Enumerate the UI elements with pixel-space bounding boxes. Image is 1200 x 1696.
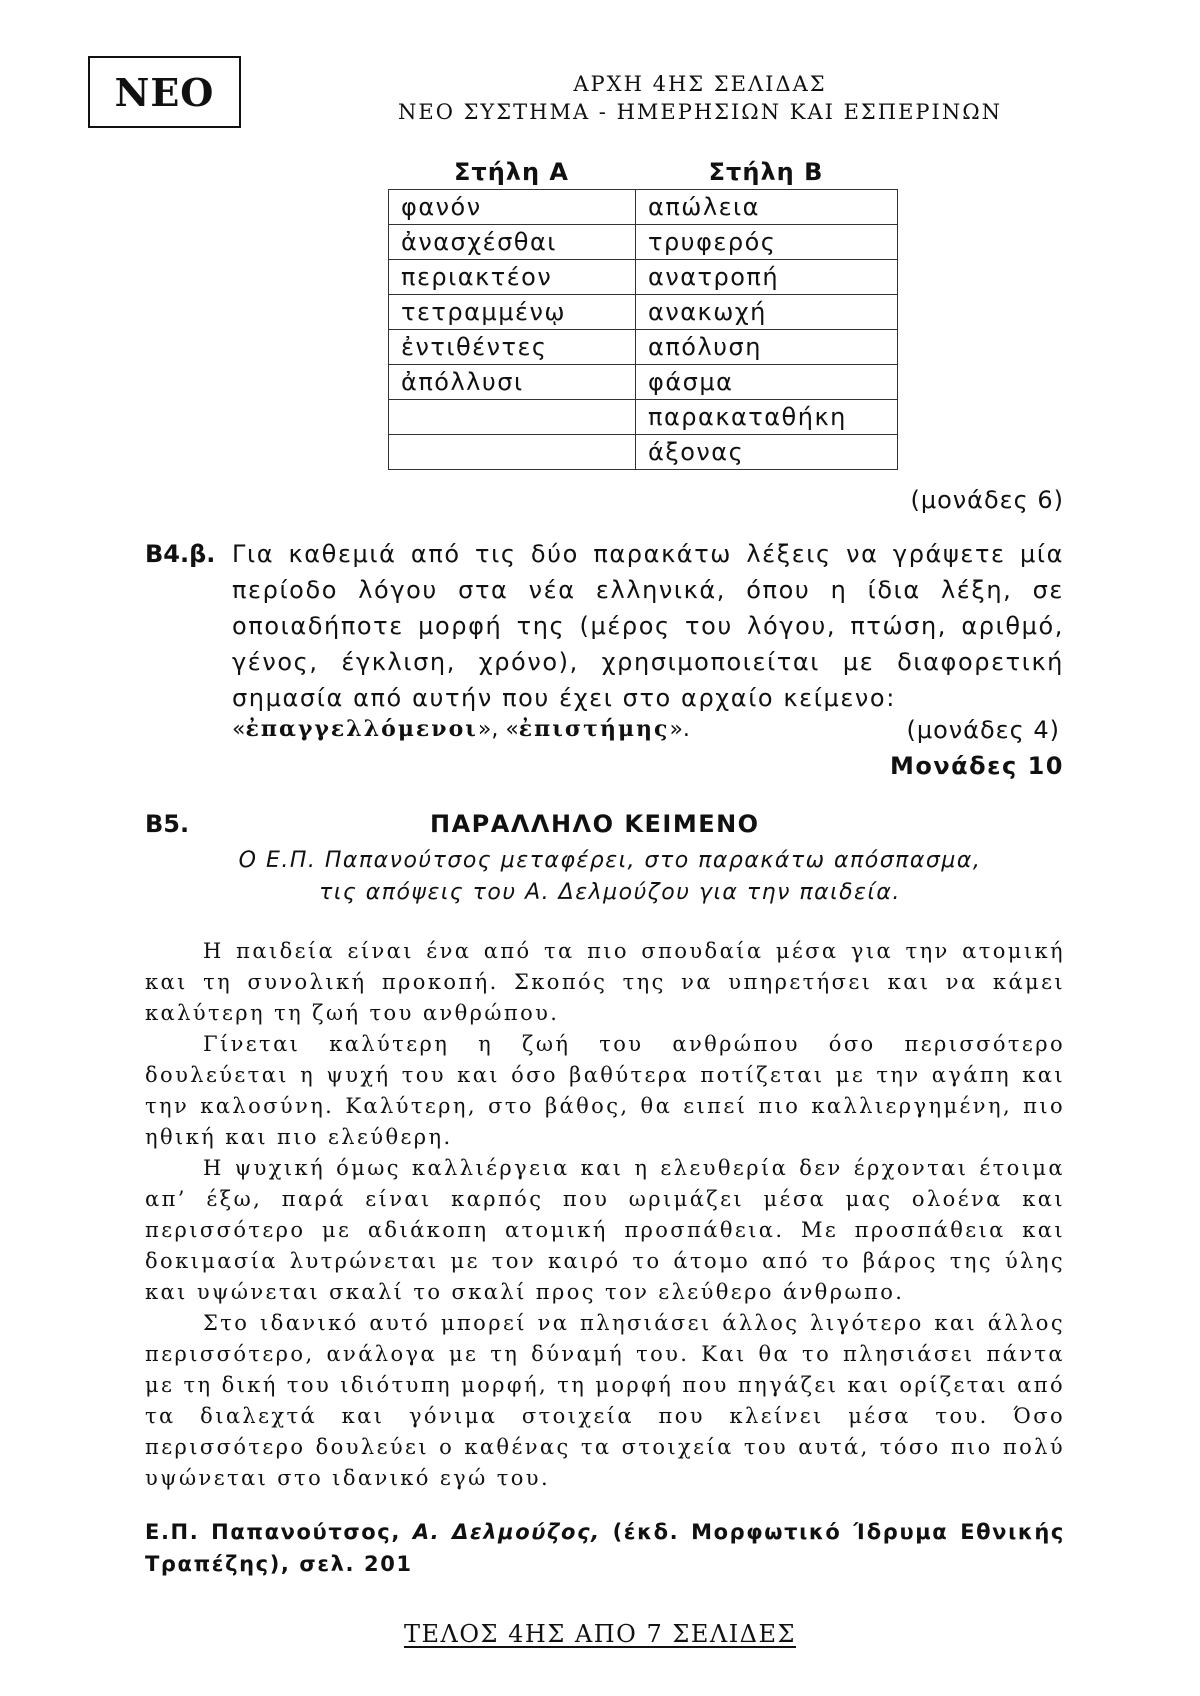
word-epangellomenoi: ἐπαγγελλόμενοι [245,716,478,742]
question-b5-label: Β5. [145,810,190,838]
table-row [389,190,898,225]
table-cell-a: ἀνασχέσθαι [389,225,636,260]
source-title: Α. Δελμούζος, [412,1520,601,1544]
question-b4b-units: (μονάδες 4) [906,716,1060,744]
column-b-title: Στήλη Β [708,158,824,186]
matching-table [388,189,898,470]
table-row [389,400,898,435]
table-cell-b: ανακωχή [636,295,898,330]
parallel-text-passage [145,936,1065,1494]
table-cell-b: απώλεια [636,190,898,225]
table-cell-a [389,435,636,470]
page-footer-text: ΤΕΛΟΣ 4ΗΣ ΑΠΟ 7 ΣΕΛΙΔΕΣ [403,1620,796,1648]
parallel-text-title: ΠΑΡΑΛΛΗΛΟ ΚΕΙΜΕΝΟ [430,810,760,838]
neo-box-label: ΝΕΟ [88,56,241,128]
table-cell-b: απόλυση [636,330,898,365]
page-header-start: ΑΡΧΗ 4ΗΣ ΣΕΛΙΔΑΣ [573,72,827,96]
word-epistimis: ἐπιστήμης [518,716,670,742]
table-row [389,260,898,295]
column-a-title: Στήλη Α [454,158,569,186]
passage-paragraph: Γίνεται καλύτερη η ζωή του ανθρώπου όσο περισσότερο δουλεύεται η ψυχή του και όσο βαθύτερα ποτίζεται με την αγάπη και την καλοσύνη. Καλύτερη, στο βάθος, θα ειπεί πιο καλλιεργημένη, πιο ηθική και πιο ελεύθερη. [145,1032,1065,1149]
question-b4b-label: Β4.β. [145,540,216,568]
table-cell-b: άξονας [636,435,898,470]
question-b4b-words: «ἐπαγγελλόμενοι», «ἐπιστήμης». [232,716,690,742]
question-b4-total: Μονάδες 10 [889,752,1064,780]
table-row [389,330,898,365]
table-row [389,295,898,330]
table-cell-b: ανατροπή [636,260,898,295]
parallel-text-intro-1: Ο Ε.Π. Παπανούτσος μεταφέρει, στο παρακάτω απόσπασμα, [238,848,982,873]
table-row [389,435,898,470]
table-cell-a: ἐντιθέντες [389,330,636,365]
table-cell-a [389,400,636,435]
table-row [389,225,898,260]
passage-source [145,1516,1065,1580]
table-row [389,365,898,400]
table-cell-b: τρυφερός [636,225,898,260]
table-cell-a: τετραμμένῳ [389,295,636,330]
table-units: (μονάδες 6) [910,486,1064,514]
parallel-text-intro-2: τις απόψεις του Α. Δελμούζου για την παιδεία. [319,880,901,905]
passage-paragraph: Η ψυχική όμως καλλιέργεια και η ελευθερία δεν έρχονται έτοιμα απ’ έξω, παρά είναι καρπός που ωριμάζει μέσα μας ολοένα και περισσότερο με αδιάκοπη ατομική προσπάθεια. Με προσπάθεια και δοκιμασία λυτρώνεται με τον καιρό το άτομο από το βάρος της ύλης και υψώνεται σκαλί το σκαλί προς τον ελεύθερο άνθρωπο. [145,1156,1065,1304]
source-author: Ε.Π. Παπανούτσος, [145,1520,401,1544]
table-cell-b: παρακαταθήκη [636,400,898,435]
page-header-system: ΝΕΟ ΣΥΣΤΗΜΑ - ΗΜΕΡΗΣΙΩΝ ΚΑΙ ΕΣΠΕΡΙΝΩΝ [397,100,1002,124]
table-cell-a: ἀπόλλυσι [389,365,636,400]
table-cell-a: φανόν [389,190,636,225]
question-b4b-text: Για καθεμιά από τις δύο παρακάτω λέξεις να γράψετε μία περίοδο λόγου στα νέα ελληνικά, όπου η ίδια λέξη, σε οποιαδήποτε μορφή της (μέρος του λόγου, πτώση, αριθμό, γένος, έγκλιση, χρόνο), χρησιμοποιείται με διαφορετική σημασία από αυτήν που έχει στο αρχαίο κείμενο: [232,540,1064,712]
table-cell-a: περιακτέον [389,260,636,295]
passage-paragraph: Η παιδεία είναι ένα από τα πιο σπουδαία μέσα για την ατομική και τη συνολική προκοπή. Σκοπός της να υπηρετήσει και να κάμει καλύτερη τη ζωή του ανθρώπου. [145,939,1065,1025]
page-footer [0,1620,1200,1648]
table-cell-b: φάσμα [636,365,898,400]
source-publication: (έκδ. Μορφωτικό Ίδρυμα Εθνικής Τραπέζης), σελ. 201 [145,1520,1065,1576]
passage-paragraph: Στο ιδανικό αυτό μπορεί να πλησιάσει άλλος λιγότερο και άλλος περισσότερο, ανάλογα με τη δύναμή του. Και θα το πλησιάσει πάντα με τη δική του ιδιότυπη μορφή, τη μορφή που πηγάζει και ορίζεται από τα διαλεχτά και γόνιμα στοιχεία που κλείνει μέσα του. Όσο περισσότερο δουλεύει ο καθένας τα στοιχεία του αυτά, τόσο πιο πολύ υψώνεται στο ιδανικό εγώ του. [145,1311,1065,1490]
